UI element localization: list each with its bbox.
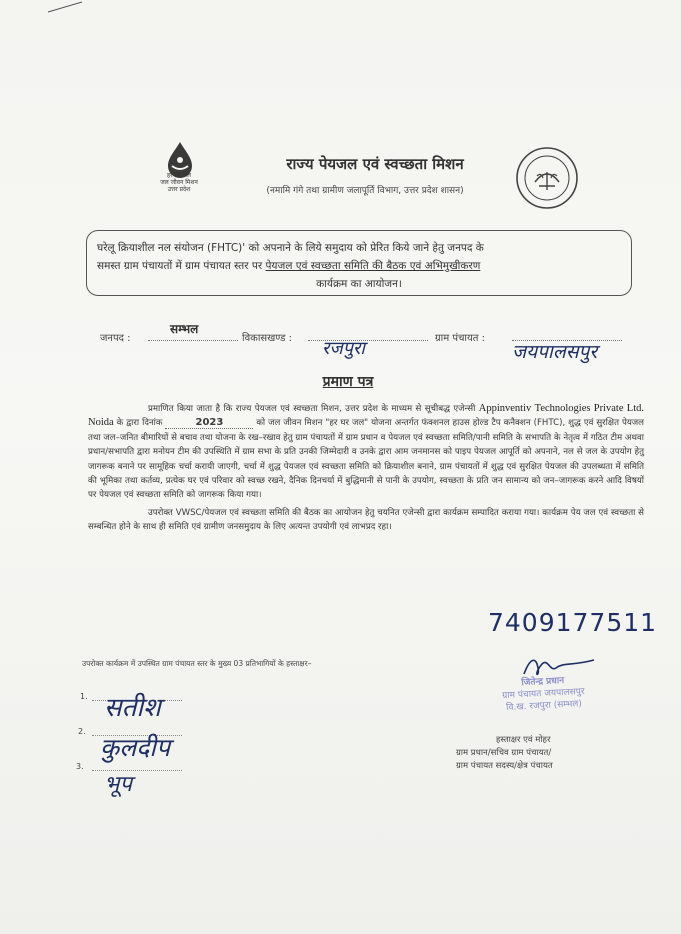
signer-number: 2. xyxy=(78,727,86,736)
panchayat-label: ग्राम पंचायत : xyxy=(435,333,486,344)
body-paragraph-2: उपरोक्त VWSC/पेयजल एवं स्वच्छता समिति की बैठक का आयोजन हेतु चयनित एजेन्सी द्वारा कार्यक्रम सम्पादित कराया गया। कार्यक्रम पेय जल एवं स्वच्छता से सम्बन्धित होने के साथ ही समिति एवं ग्रामीण जनसमुदाय के लिए अत्यन्त उपयोगी एवं लाभप्रद रहा। xyxy=(88,507,644,533)
program-topic-box xyxy=(86,230,632,296)
logo-caption-line: हर घर जल xyxy=(167,172,191,179)
official-stamp xyxy=(485,673,604,737)
logo-caption-line: जल जीवन मिशन xyxy=(160,179,198,186)
body-text: को जल जीवन मिशन "हर घर जल" योजना अन्तर्गत फंक्शनल हाउस होल्ड टैप कनैक्शन (FHTC), शुद्ध एवं सुरक्षित पेयजल तथा जल–जनित बीमारियों से बचाव तथा योजना के रख–रखाव हेतु ग्राम पंचायतों में ग्राम प्रधान व पेयजल एवं स्वच्छता समिति/पानी समिति के सभापति के नेतृत्व में गठित टीम अथवा प्रधान/सभापति द्वारा मनोयन टीम की उपस्थिति में ग्राम सभा के प्रति उनकी जिम्मेदारी व उनके द्वारा आम जनमानस को पाइप पेयजल आपूर्ति को अपनाने, नल से जल के उपयोग हेतु जागरूक बनाने पर सामूहिक चर्चा करायी जाएगी, चर्चा में शुद्ध पेयजल एवं स्वच्छता समिति को क्रियाशील बनाने, ग्राम पंचायतों में शुद्ध एवं सुरक्षित पेयजल की उपलब्धता में समिति की भूमिका तथा कर्तव्य, प्रत्येक घर एवं परिवार को स्वच्छ रखने, दैनिक दिनचर्या में बुद्धिमानी से पानी के उपयोग, स्वच्छता के प्रति जन सामान्य को जन–जागरूक करने आदि विषयों पर पेयजल एवं स्वच्छता समिति को जागरूक किया गया। xyxy=(88,418,645,501)
participant-signature-3: भूप xyxy=(104,772,132,797)
caption-line: ग्राम पंचायत सदस्य/क्षेत्र पंचायत xyxy=(456,761,553,771)
mission-title: राज्य पेयजल एवं स्वच्छता मिशन xyxy=(286,155,464,173)
location-fields xyxy=(100,322,640,362)
caption-line: ग्राम प्रधान/सचिव ग्राम पंचायत/ xyxy=(456,748,552,758)
logo-caption xyxy=(143,172,215,193)
district-label: जनपद : xyxy=(100,333,131,344)
logo-caption-line: उत्तर प्रदेश xyxy=(167,186,191,193)
block-value: रजपुरा xyxy=(322,338,365,359)
handwritten-phone-number: 7409177511 xyxy=(488,608,658,637)
agency-name: Technologies Private Ltd. Noida xyxy=(88,403,645,429)
topic-line: समस्त ग्राम पंचायतों में ग्राम पंचायत स्तर पर xyxy=(97,260,266,272)
corner-pen-mark xyxy=(46,0,86,14)
participant-signature-1: सतीश xyxy=(104,693,161,723)
certificate-title: प्रमाण पत्र xyxy=(322,374,374,390)
stamp-line: ग्राम पंचायत जयपालसपुर xyxy=(502,686,585,702)
body-text: प्रमाणित किया जाता है कि राज्य पेयजल एवं स्वच्छता मिशन, उत्तर प्रदेश के माध्यम से सूचीबद्ध एजेन्सी xyxy=(148,404,476,414)
participants-note: उपरोक्त कार्यक्रम में उपस्थित ग्राम पंचायत स्तर के मुख्य 03 प्रतिभागियों के हस्ताक्षर– xyxy=(82,659,312,668)
panchayat-value: जयपालसपुर xyxy=(512,341,598,363)
mission-subtitle: (नमामि गंगे तथा ग्रामीण जलापूर्ति विभाग, उत्तर प्रदेश शासन) xyxy=(266,186,464,196)
stamp-line: जितेन्द्र प्रधान xyxy=(521,675,565,689)
signer-number: 1. xyxy=(80,692,88,701)
participant-signature-2: कुलदीप xyxy=(100,733,171,762)
body-text: के द्वारा दिनांक xyxy=(116,418,163,429)
block-label: विकासखण्ड : xyxy=(242,333,293,344)
signature-caption xyxy=(456,734,616,773)
district-value: सम्भल xyxy=(170,322,199,336)
topic-line: घरेलू क्रियाशील नल संयोजन (FHTC)' को अपनाने के लिये समुदाय को प्रेरित किये जाने हेतु जनपद के xyxy=(97,242,484,254)
stamp-line: वि.ख. रजपुरा (सम्भल) xyxy=(505,699,583,713)
body-paragraph-1 xyxy=(88,402,644,503)
signer-number: 3. xyxy=(76,762,84,771)
certificate-body xyxy=(88,402,644,538)
topic-line: कार्यक्रम का आयोजन। xyxy=(316,278,402,290)
agency-name: Appinventiv xyxy=(478,403,532,414)
topic-line-underlined: पेयजल एवं स्वच्छता समिति की बैठक एवं अभिमुखीकरण xyxy=(265,260,481,272)
date-field: 2023 xyxy=(165,417,253,429)
up-government-seal-icon xyxy=(515,146,579,210)
caption-line: हस्ताक्षर एवं मोहर xyxy=(496,735,551,745)
